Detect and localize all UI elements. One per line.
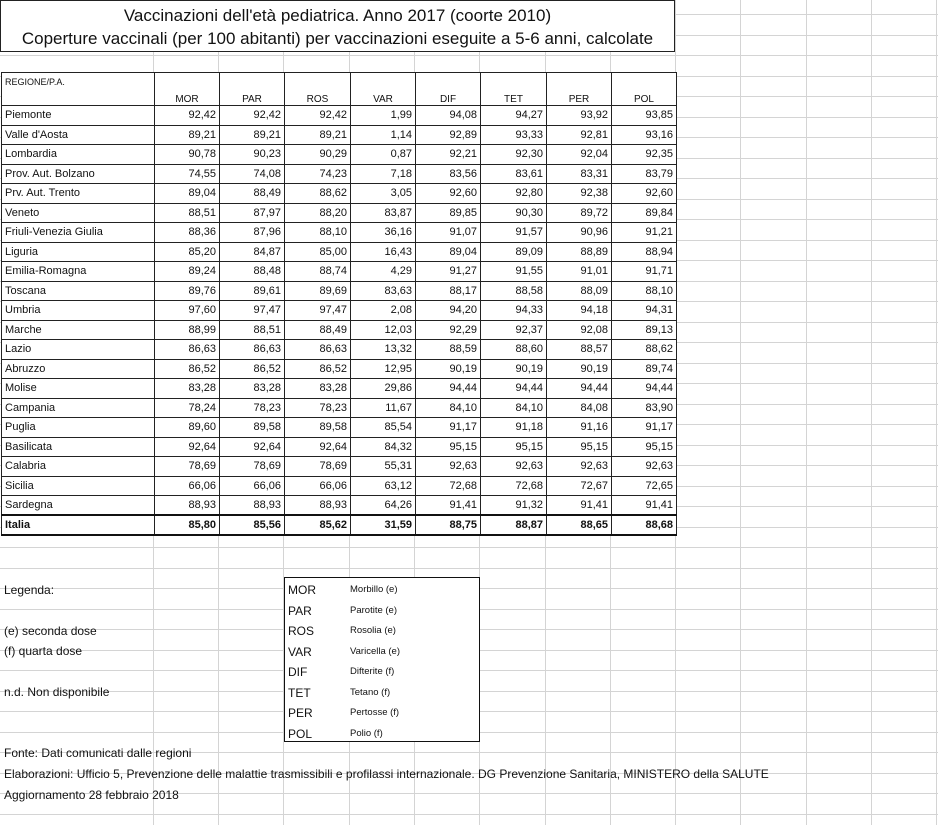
value-cell: 91,41 — [416, 496, 481, 516]
value-cell: 74,23 — [285, 164, 351, 184]
value-cell: 94,31 — [612, 301, 677, 321]
region-cell: Molise — [2, 379, 155, 399]
value-cell: 95,15 — [481, 437, 547, 457]
value-cell: 83,63 — [351, 281, 416, 301]
table-row — [2, 457, 677, 477]
table-row — [2, 418, 677, 438]
value-cell: 88,74 — [285, 262, 351, 282]
value-cell: 92,42 — [285, 106, 351, 126]
value-cell: 92,64 — [155, 437, 220, 457]
legend-description: Parotite (e) — [350, 604, 397, 616]
region-cell: Lombardia — [2, 145, 155, 165]
value-cell: 29,86 — [351, 379, 416, 399]
value-cell: 72,67 — [547, 476, 612, 496]
value-cell: 92,89 — [416, 125, 481, 145]
value-cell: 88,49 — [285, 320, 351, 340]
legend-description: Difterite (f) — [350, 666, 395, 677]
value-cell: 0,87 — [351, 145, 416, 165]
value-cell: 78,23 — [220, 398, 285, 418]
value-cell: 78,69 — [155, 457, 220, 477]
region-cell: Valle d'Aosta — [2, 125, 155, 145]
value-cell: 88,93 — [155, 496, 220, 516]
table-row — [2, 437, 677, 457]
value-cell: 12,03 — [351, 320, 416, 340]
column-header: PER — [547, 73, 612, 106]
value-cell: 36,16 — [351, 223, 416, 243]
value-cell: 11,67 — [351, 398, 416, 418]
value-cell: 55,31 — [351, 457, 416, 477]
table-row — [2, 379, 677, 399]
legend-code: PAR — [288, 603, 312, 618]
region-cell: Veneto — [2, 203, 155, 223]
value-cell: 92,60 — [612, 184, 677, 204]
table-row — [2, 476, 677, 496]
value-cell: 92,35 — [612, 145, 677, 165]
value-cell: 92,42 — [155, 106, 220, 126]
value-cell: 31,59 — [351, 515, 416, 535]
value-cell: 89,58 — [220, 418, 285, 438]
value-cell: 97,47 — [285, 301, 351, 321]
value-cell: 85,80 — [155, 515, 220, 535]
value-cell: 89,21 — [155, 125, 220, 145]
table-row — [2, 496, 677, 516]
value-cell: 78,24 — [155, 398, 220, 418]
value-cell: 91,32 — [481, 496, 547, 516]
table-header-row — [2, 73, 677, 106]
value-cell: 66,06 — [285, 476, 351, 496]
value-cell: 85,62 — [285, 515, 351, 535]
value-cell: 83,31 — [547, 164, 612, 184]
region-cell: Umbria — [2, 301, 155, 321]
value-cell: 91,21 — [612, 223, 677, 243]
value-cell: 92,38 — [547, 184, 612, 204]
value-cell: 72,68 — [481, 476, 547, 496]
value-cell: 91,57 — [481, 223, 547, 243]
value-cell: 93,85 — [612, 106, 677, 126]
legend-description: Rosolia (e) — [350, 625, 396, 636]
column-header: PAR — [220, 73, 285, 106]
value-cell: 83,61 — [481, 164, 547, 184]
region-cell: Basilicata — [2, 437, 155, 457]
value-cell: 86,52 — [285, 359, 351, 379]
value-cell: 92,08 — [547, 320, 612, 340]
value-cell: 66,06 — [220, 476, 285, 496]
value-cell: 89,24 — [155, 262, 220, 282]
value-cell: 94,20 — [416, 301, 481, 321]
value-cell: 90,19 — [481, 359, 547, 379]
value-cell: 78,69 — [285, 457, 351, 477]
value-cell: 93,92 — [547, 106, 612, 126]
value-cell: 89,13 — [612, 320, 677, 340]
legend-code: DIF — [288, 665, 308, 679]
table-row — [2, 262, 677, 282]
value-cell: 85,00 — [285, 242, 351, 262]
value-cell: 89,04 — [155, 184, 220, 204]
value-cell: 85,20 — [155, 242, 220, 262]
value-cell: 94,44 — [547, 379, 612, 399]
value-cell: 63,12 — [351, 476, 416, 496]
value-cell: 89,58 — [285, 418, 351, 438]
value-cell: 13,32 — [351, 340, 416, 360]
page-title: Vaccinazioni dell'età pediatrica. Anno 2017 (coorte 2010) — [123, 6, 552, 25]
value-cell: 12,95 — [351, 359, 416, 379]
column-header: DIF — [416, 73, 481, 106]
value-cell: 88,62 — [612, 340, 677, 360]
value-cell: 88,36 — [155, 223, 220, 243]
region-cell: Puglia — [2, 418, 155, 438]
column-header: ROS — [285, 73, 351, 106]
value-cell: 89,09 — [481, 242, 547, 262]
region-cell: Lazio — [2, 340, 155, 360]
value-cell: 86,63 — [155, 340, 220, 360]
value-cell: 2,08 — [351, 301, 416, 321]
value-cell: 88,68 — [612, 515, 677, 535]
note-quarta-dose: (f) quarta dose — [4, 644, 83, 658]
value-cell: 88,93 — [220, 496, 285, 516]
value-cell: 84,32 — [351, 437, 416, 457]
region-cell: Campania — [2, 398, 155, 418]
value-cell: 92,81 — [547, 125, 612, 145]
value-cell: 88,89 — [547, 242, 612, 262]
value-cell: 90,78 — [155, 145, 220, 165]
table-row — [2, 320, 677, 340]
value-cell: 85,54 — [351, 418, 416, 438]
value-cell: 91,17 — [416, 418, 481, 438]
value-cell: 4,29 — [351, 262, 416, 282]
value-cell: 92,64 — [285, 437, 351, 457]
value-cell: 83,87 — [351, 203, 416, 223]
value-cell: 92,64 — [220, 437, 285, 457]
value-cell: 94,08 — [416, 106, 481, 126]
value-cell: 84,08 — [547, 398, 612, 418]
value-cell: 89,21 — [220, 125, 285, 145]
legend-code: VAR — [288, 644, 312, 659]
value-cell: 89,76 — [155, 281, 220, 301]
value-cell: 83,28 — [220, 379, 285, 399]
value-cell: 88,51 — [220, 320, 285, 340]
value-cell: 87,96 — [220, 223, 285, 243]
value-cell: 86,52 — [220, 359, 285, 379]
region-cell: Piemonte — [2, 106, 155, 126]
value-cell: 78,69 — [220, 457, 285, 477]
value-cell: 87,97 — [220, 203, 285, 223]
value-cell: 92,63 — [416, 457, 481, 477]
value-cell: 97,47 — [220, 301, 285, 321]
value-cell: 86,63 — [285, 340, 351, 360]
value-cell: 72,68 — [416, 476, 481, 496]
table-row — [2, 398, 677, 418]
table-row — [2, 184, 677, 204]
coverage-table — [1, 72, 677, 536]
value-cell: 88,58 — [481, 281, 547, 301]
region-cell: Italia — [2, 515, 155, 535]
value-cell: 3,05 — [351, 184, 416, 204]
value-cell: 86,52 — [155, 359, 220, 379]
value-cell: 74,08 — [220, 164, 285, 184]
region-cell: Sicilia — [2, 476, 155, 496]
value-cell: 88,48 — [220, 262, 285, 282]
value-cell: 88,49 — [220, 184, 285, 204]
value-cell: 72,65 — [612, 476, 677, 496]
value-cell: 90,19 — [547, 359, 612, 379]
region-column-header: REGIONE/P.A. — [2, 73, 155, 106]
value-cell: 91,01 — [547, 262, 612, 282]
value-cell: 64,26 — [351, 496, 416, 516]
page-subtitle: Coperture vaccinali (per 100 abitanti) per vaccinazioni eseguite a 5-6 anni, calcolate — [21, 29, 654, 48]
value-cell: 86,63 — [220, 340, 285, 360]
value-cell: 88,10 — [612, 281, 677, 301]
value-cell: 89,61 — [220, 281, 285, 301]
region-cell: Prv. Aut. Trento — [2, 184, 155, 204]
value-cell: 7,18 — [351, 164, 416, 184]
value-cell: 92,04 — [547, 145, 612, 165]
value-cell: 91,07 — [416, 223, 481, 243]
value-cell: 92,60 — [416, 184, 481, 204]
region-cell: Marche — [2, 320, 155, 340]
legend-code: POL — [288, 726, 313, 741]
region-cell: Liguria — [2, 242, 155, 262]
column-header: TET — [481, 73, 547, 106]
value-cell: 88,10 — [285, 223, 351, 243]
value-cell: 90,19 — [416, 359, 481, 379]
legend-description: Polio (f) — [350, 727, 383, 739]
legend-code: MOR — [288, 583, 316, 597]
value-cell: 89,60 — [155, 418, 220, 438]
table-row — [2, 242, 677, 262]
value-cell: 88,87 — [481, 515, 547, 535]
value-cell: 89,21 — [285, 125, 351, 145]
value-cell: 83,90 — [612, 398, 677, 418]
value-cell: 97,60 — [155, 301, 220, 321]
value-cell: 88,93 — [285, 496, 351, 516]
value-cell: 94,44 — [416, 379, 481, 399]
value-cell: 84,10 — [481, 398, 547, 418]
value-cell: 83,28 — [285, 379, 351, 399]
column-header: VAR — [351, 73, 416, 106]
value-cell: 89,04 — [416, 242, 481, 262]
note-seconda-dose: (e) seconda dose — [4, 624, 97, 638]
value-cell: 95,15 — [547, 437, 612, 457]
value-cell: 84,10 — [416, 398, 481, 418]
elaboration-note: Elaborazioni: Ufficio 5, Prevenzione delle malattie trasmissibili e profilassi internazionale. DG Prevenzione Sanitaria, MINISTERO della SALUTE — [4, 767, 769, 781]
legend-code: TET — [288, 685, 311, 700]
table-row — [2, 301, 677, 321]
table-row — [2, 203, 677, 223]
region-cell: Emilia-Romagna — [2, 262, 155, 282]
value-cell: 92,80 — [481, 184, 547, 204]
value-cell: 91,17 — [612, 418, 677, 438]
legenda-label: Legenda: — [4, 583, 55, 597]
value-cell: 91,71 — [612, 262, 677, 282]
region-cell: Calabria — [2, 457, 155, 477]
column-header: MOR — [155, 73, 220, 106]
value-cell: 83,28 — [155, 379, 220, 399]
table-row — [2, 125, 677, 145]
value-cell: 91,18 — [481, 418, 547, 438]
legend-description: Varicella (e) — [350, 645, 400, 657]
value-cell: 16,43 — [351, 242, 416, 262]
value-cell: 88,59 — [416, 340, 481, 360]
value-cell: 89,84 — [612, 203, 677, 223]
value-cell: 92,63 — [612, 457, 677, 477]
value-cell: 1,14 — [351, 125, 416, 145]
coverage-table-body — [2, 73, 677, 535]
value-cell: 88,51 — [155, 203, 220, 223]
region-cell: Friuli-Venezia Giulia — [2, 223, 155, 243]
legend-description: Morbillo (e) — [350, 584, 398, 595]
value-cell: 94,33 — [481, 301, 547, 321]
value-cell: 92,63 — [481, 457, 547, 477]
value-cell: 1,99 — [351, 106, 416, 126]
table-row — [2, 340, 677, 360]
total-row — [2, 515, 677, 535]
value-cell: 88,62 — [285, 184, 351, 204]
legend-description: Pertosse (f) — [350, 707, 400, 718]
value-cell: 94,44 — [481, 379, 547, 399]
update-note: Aggiornamento 28 febbraio 2018 — [4, 788, 179, 802]
value-cell: 74,55 — [155, 164, 220, 184]
column-header: POL — [612, 73, 677, 106]
value-cell: 91,41 — [547, 496, 612, 516]
value-cell: 93,33 — [481, 125, 547, 145]
value-cell: 88,99 — [155, 320, 220, 340]
value-cell: 92,21 — [416, 145, 481, 165]
value-cell: 89,85 — [416, 203, 481, 223]
table-row — [2, 164, 677, 184]
value-cell: 88,94 — [612, 242, 677, 262]
value-cell: 83,56 — [416, 164, 481, 184]
value-cell: 88,20 — [285, 203, 351, 223]
note-non-disponibile: n.d. Non disponibile — [4, 685, 110, 699]
value-cell: 90,23 — [220, 145, 285, 165]
value-cell: 92,42 — [220, 106, 285, 126]
value-cell: 91,41 — [612, 496, 677, 516]
value-cell: 95,15 — [416, 437, 481, 457]
value-cell: 90,29 — [285, 145, 351, 165]
value-cell: 91,55 — [481, 262, 547, 282]
value-cell: 83,79 — [612, 164, 677, 184]
region-cell: Abruzzo — [2, 359, 155, 379]
value-cell: 93,16 — [612, 125, 677, 145]
value-cell: 92,30 — [481, 145, 547, 165]
value-cell: 78,23 — [285, 398, 351, 418]
value-cell: 66,06 — [155, 476, 220, 496]
value-cell: 88,65 — [547, 515, 612, 535]
value-cell: 94,18 — [547, 301, 612, 321]
legend-code: ROS — [288, 624, 315, 638]
value-cell: 90,96 — [547, 223, 612, 243]
value-cell: 88,09 — [547, 281, 612, 301]
table-row — [2, 145, 677, 165]
source-note: Fonte: Dati comunicati dalle regioni — [4, 746, 192, 760]
region-cell: Prov. Aut. Bolzano — [2, 164, 155, 184]
region-cell: Sardegna — [2, 496, 155, 516]
value-cell: 92,29 — [416, 320, 481, 340]
value-cell: 85,56 — [220, 515, 285, 535]
value-cell: 94,27 — [481, 106, 547, 126]
table-row — [2, 106, 677, 126]
value-cell: 94,44 — [612, 379, 677, 399]
value-cell: 95,15 — [612, 437, 677, 457]
table-row — [2, 281, 677, 301]
value-cell: 88,57 — [547, 340, 612, 360]
value-cell: 92,37 — [481, 320, 547, 340]
value-cell: 89,74 — [612, 359, 677, 379]
legend-description: Tetano (f) — [350, 686, 391, 698]
value-cell: 90,30 — [481, 203, 547, 223]
value-cell: 91,16 — [547, 418, 612, 438]
value-cell: 84,87 — [220, 242, 285, 262]
value-cell: 89,72 — [547, 203, 612, 223]
legend-code: PER — [288, 706, 313, 720]
value-cell: 91,27 — [416, 262, 481, 282]
table-row — [2, 223, 677, 243]
value-cell: 89,69 — [285, 281, 351, 301]
table-row — [2, 359, 677, 379]
value-cell: 92,63 — [547, 457, 612, 477]
value-cell: 88,75 — [416, 515, 481, 535]
region-cell: Toscana — [2, 281, 155, 301]
value-cell: 88,17 — [416, 281, 481, 301]
value-cell: 88,60 — [481, 340, 547, 360]
